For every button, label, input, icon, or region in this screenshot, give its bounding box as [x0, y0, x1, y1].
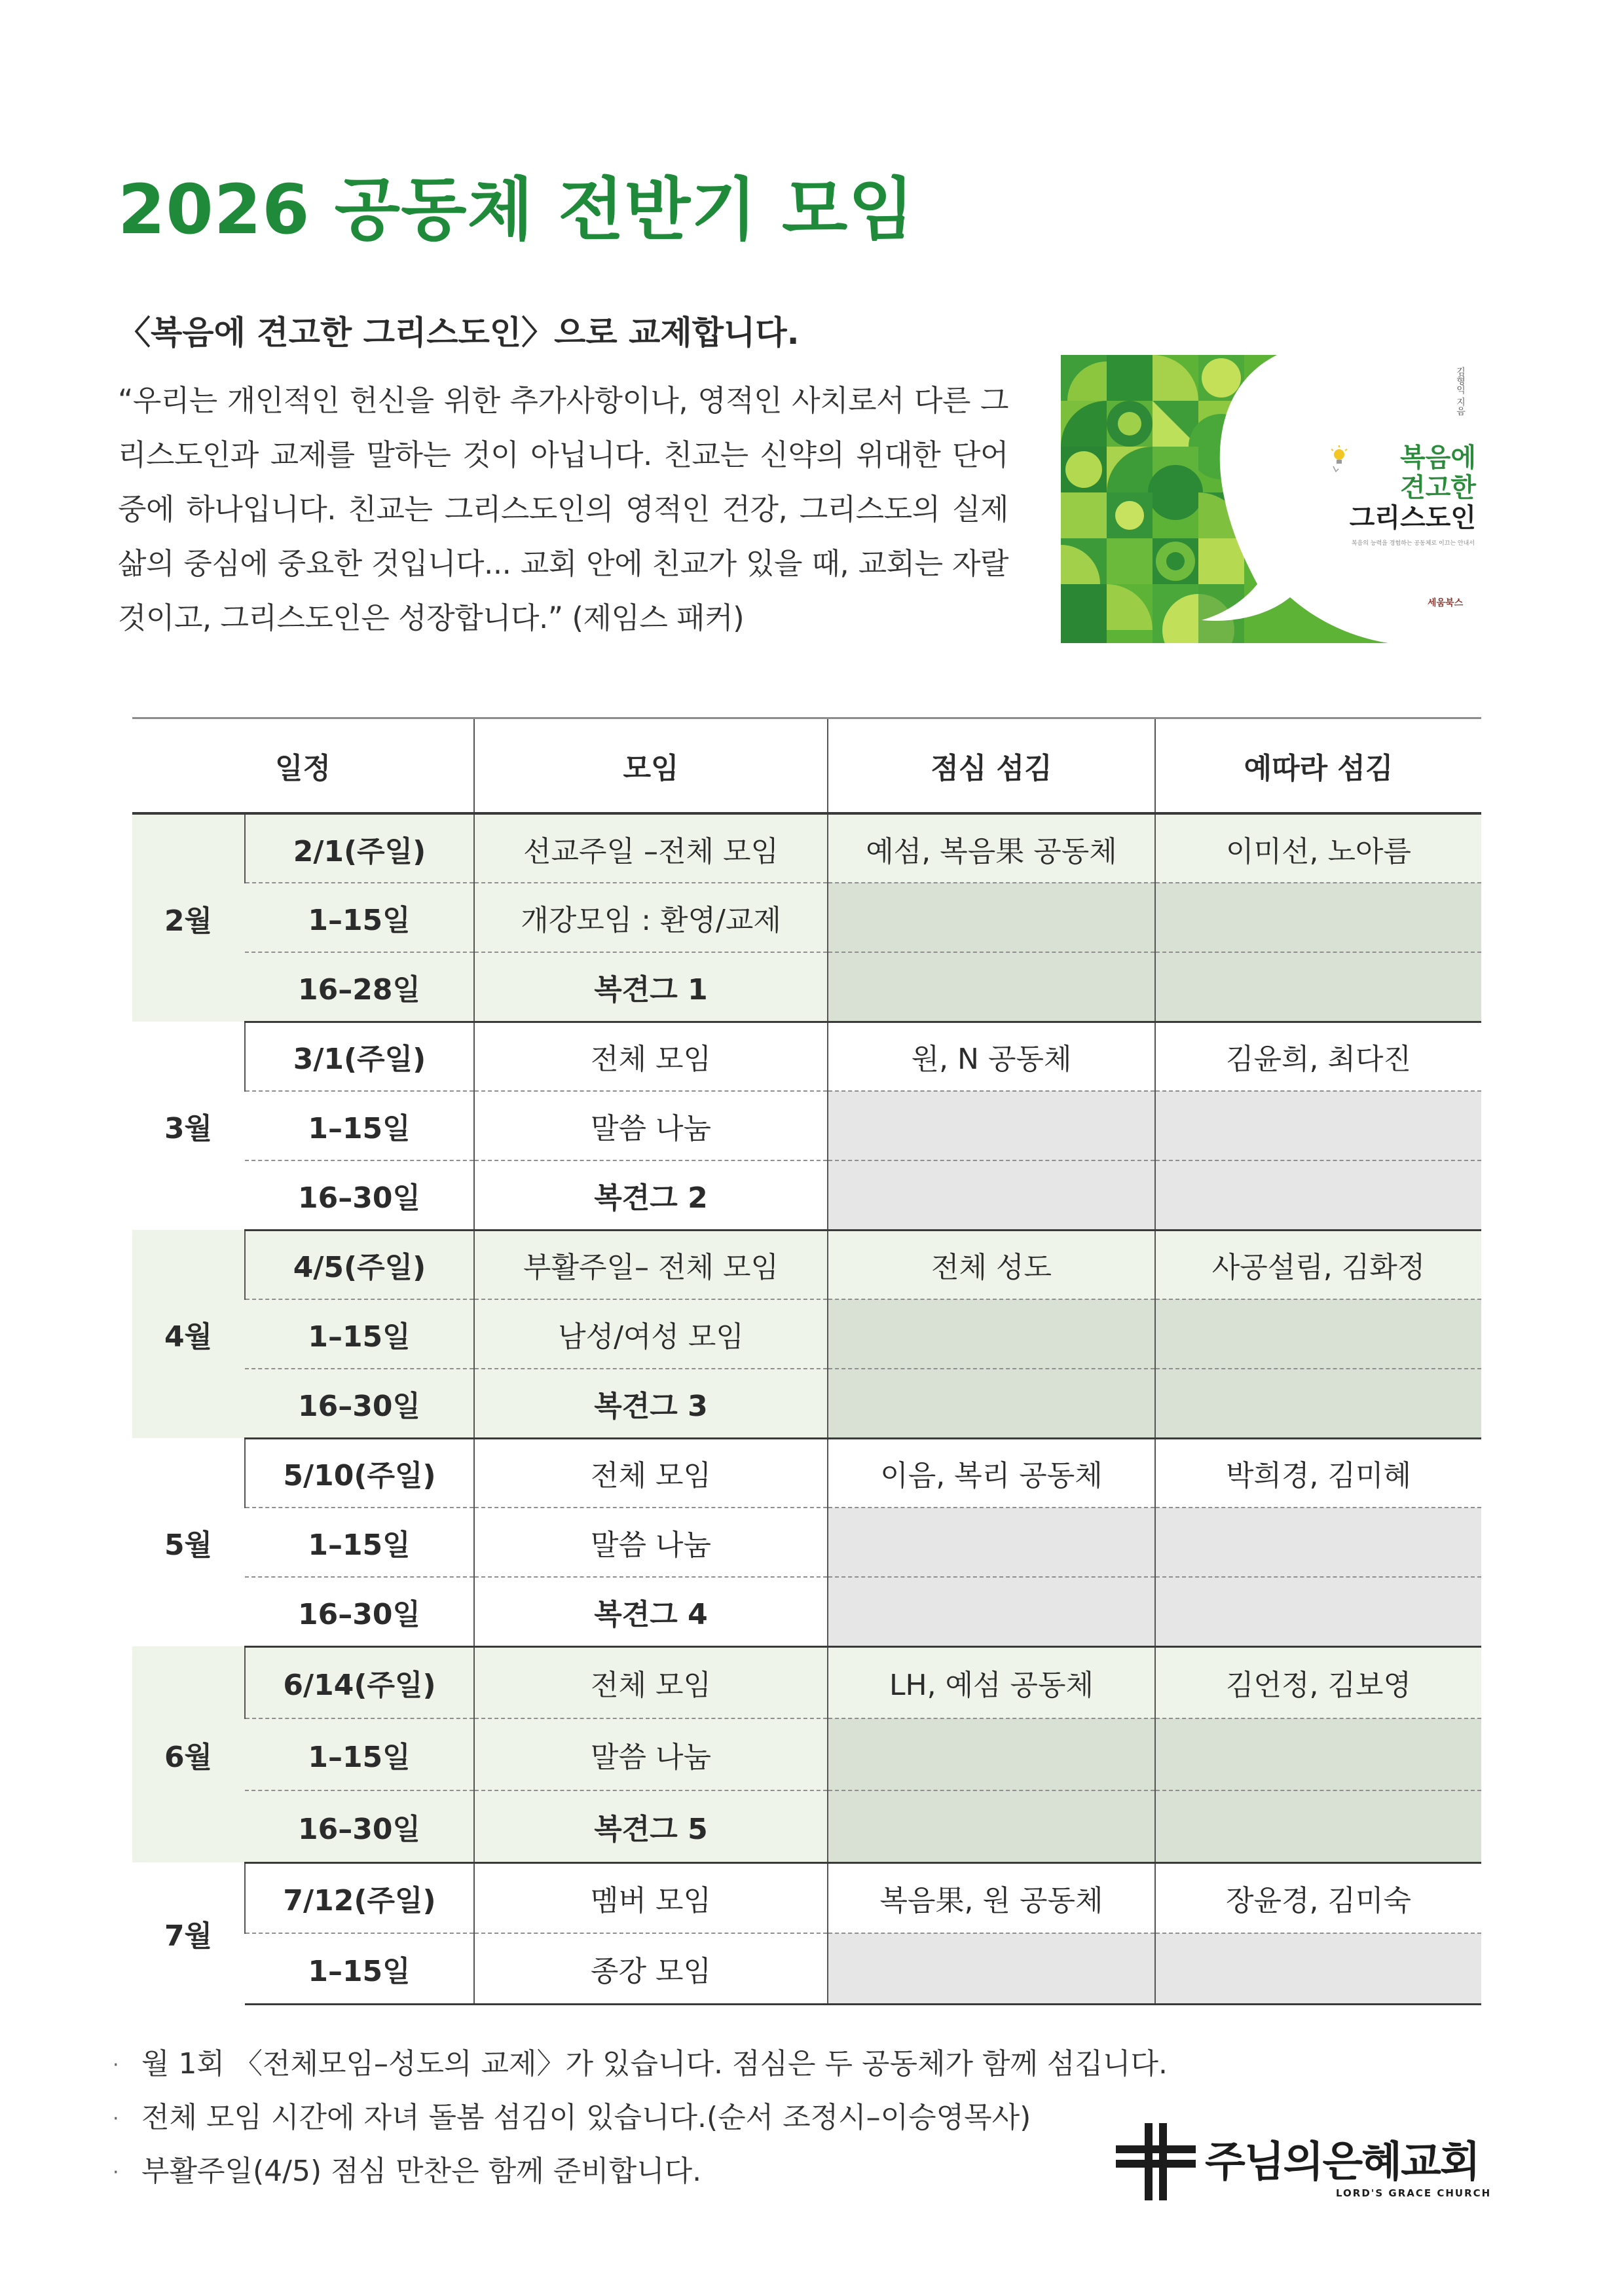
date-cell: 16–30일	[245, 1160, 474, 1230]
meeting-cell: 개강모임 : 환영/교제	[474, 883, 828, 952]
worship-cell: 사공설림, 김화정	[1155, 1230, 1481, 1299]
notes-list	[113, 2038, 1168, 2199]
header-worship: 예따라 섬김	[1155, 718, 1481, 814]
table-row	[132, 1790, 1481, 1862]
lunch-cell: 이음, 복리 공동체	[828, 1438, 1155, 1508]
meeting-cell: 복견그 2	[474, 1160, 828, 1230]
table-row	[132, 1508, 1481, 1577]
schedule-table	[132, 717, 1481, 2005]
month-cell: 5월	[132, 1438, 245, 1646]
bullet-icon: ·	[113, 2161, 119, 2184]
book-tagline: 복음의 능력을 경험하는 공동체로 이끄는 안내서	[1351, 540, 1475, 547]
note-item	[113, 2038, 1168, 2092]
lunch-cell-empty	[828, 1160, 1155, 1230]
meeting-cell: 복견그 3	[474, 1369, 828, 1438]
month-cell: 7월	[132, 1862, 245, 2004]
table-row	[132, 1862, 1481, 1933]
meeting-cell: 말씀 나눔	[474, 1718, 828, 1790]
month-cell: 3월	[132, 1022, 245, 1230]
date-cell: 1–15일	[245, 1091, 474, 1160]
table-row	[132, 1091, 1481, 1160]
note-text: 부활주일(4/5) 점심 만찬은 함께 준비합니다.	[141, 2155, 702, 2188]
table-row	[132, 1230, 1481, 1299]
worship-cell-empty	[1155, 1790, 1481, 1862]
meeting-cell: 말씀 나눔	[474, 1508, 828, 1577]
lunch-cell-empty	[828, 1091, 1155, 1160]
page-title: 2026 공동체 전반기 모임	[118, 170, 915, 250]
date-cell: 1–15일	[245, 1508, 474, 1577]
month-cell: 2월	[132, 813, 245, 1022]
month-cell: 4월	[132, 1230, 245, 1438]
meeting-cell: 전체 모임	[474, 1022, 828, 1091]
worship-cell: 박희경, 김미혜	[1155, 1438, 1481, 1508]
cross-icon	[1113, 2119, 1198, 2204]
table-row	[132, 1160, 1481, 1230]
book-author: 김형익 지음	[1455, 367, 1466, 416]
date-cell: 2/1(주일)	[245, 813, 474, 883]
meeting-cell: 남성/여성 모임	[474, 1299, 828, 1369]
meeting-cell: 멤버 모임	[474, 1862, 828, 1933]
worship-cell-empty	[1155, 1160, 1481, 1230]
note-text: 전체 모임 시간에 자녀 돌봄 섬김이 있습니다.(순서 조정시–이승영목사)	[141, 2101, 1031, 2134]
church-name-english: LORD'S GRACE CHURCH	[1336, 2187, 1492, 2199]
lunch-cell-empty	[828, 1299, 1155, 1369]
lunch-cell-empty	[828, 1577, 1155, 1646]
lunch-cell: 복음果, 원 공동체	[828, 1862, 1155, 1933]
lunch-cell-empty	[828, 1718, 1155, 1790]
worship-cell-empty	[1155, 1091, 1481, 1160]
book-title-line-1: 복음에	[1400, 443, 1476, 473]
worship-cell-empty	[1155, 1508, 1481, 1577]
meeting-cell: 부활주일– 전체 모임	[474, 1230, 828, 1299]
quote-text: “우리는 개인적인 헌신을 위한 추가사항이나, 영적인 사치로서 다른 그리스도인과 교제를 말하는 것이 아닙니다. 친교는 신약의 위대한 단어 중에 하나입니다. 친교는 그리스도인의 영적인 건강, 그리스도의 실제 삶의 중심에 중요한 것입니다... 교회 안에 친교가 있을 때, 교회는 자랄 것이고, 그리스도인은 성장합니다.” (제임스 패커)	[118, 383, 1008, 635]
lunch-cell: 예섬, 복음果 공동체	[828, 813, 1155, 883]
meeting-cell: 복견그 4	[474, 1577, 828, 1646]
worship-cell-empty	[1155, 1299, 1481, 1369]
worship-cell-empty	[1155, 1369, 1481, 1438]
bullet-icon: ·	[113, 2054, 119, 2077]
worship-cell-empty	[1155, 952, 1481, 1022]
book-publisher: 세움북스	[1428, 598, 1464, 608]
month-cell: 6월	[132, 1646, 245, 1862]
lunch-cell-empty	[828, 883, 1155, 952]
date-cell: 4/5(주일)	[245, 1230, 474, 1299]
table-row	[132, 1022, 1481, 1091]
note-item	[113, 2092, 1168, 2145]
meeting-cell: 복견그 1	[474, 952, 828, 1022]
table-row	[132, 1577, 1481, 1646]
header-lunch: 점심 섬김	[828, 718, 1155, 814]
meeting-cell: 복견그 5	[474, 1790, 828, 1862]
worship-cell-empty	[1155, 1577, 1481, 1646]
table-row	[132, 813, 1481, 883]
date-cell: 7/12(주일)	[245, 1862, 474, 1933]
worship-cell-empty	[1155, 1718, 1481, 1790]
date-cell: 1–15일	[245, 1299, 474, 1369]
meeting-cell: 선교주일 –전체 모임	[474, 813, 828, 883]
table-header-row	[132, 718, 1481, 814]
table-row	[132, 1299, 1481, 1369]
page-subtitle: 〈복음에 견고한 그리스도인〉으로 교제합니다.	[118, 314, 800, 352]
table-row	[132, 1718, 1481, 1790]
meeting-cell: 전체 모임	[474, 1646, 828, 1718]
lunch-cell-empty	[828, 1369, 1155, 1438]
date-cell: 16–28일	[245, 952, 474, 1022]
table-row	[132, 1369, 1481, 1438]
date-cell: 3/1(주일)	[245, 1022, 474, 1091]
date-cell: 16–30일	[245, 1577, 474, 1646]
header-schedule: 일정	[132, 718, 474, 814]
table-row	[132, 1438, 1481, 1508]
date-cell: 16–30일	[245, 1790, 474, 1862]
date-cell: 5/10(주일)	[245, 1438, 474, 1508]
lunch-cell: LH, 예섬 공동체	[828, 1646, 1155, 1718]
meeting-cell: 말씀 나눔	[474, 1091, 828, 1160]
date-cell: 1–15일	[245, 883, 474, 952]
book-title-line-2: 견고한	[1400, 473, 1476, 503]
table-row	[132, 1646, 1481, 1718]
book-title	[1336, 443, 1476, 533]
worship-cell: 김윤희, 최다진	[1155, 1022, 1481, 1091]
meeting-cell: 종강 모임	[474, 1933, 828, 2004]
table-row	[132, 952, 1481, 1022]
worship-cell: 김언정, 김보영	[1155, 1646, 1481, 1718]
worship-cell: 장윤경, 김미숙	[1155, 1862, 1481, 1933]
date-cell: 1–15일	[245, 1718, 474, 1790]
church-name: 주님의은혜교회	[1205, 2138, 1479, 2187]
worship-cell-empty	[1155, 1933, 1481, 2004]
date-cell: 16–30일	[245, 1369, 474, 1438]
lunch-cell-empty	[828, 1933, 1155, 2004]
worship-cell: 이미선, 노아름	[1155, 813, 1481, 883]
header-meeting: 모임	[474, 718, 828, 814]
lunch-cell-empty	[828, 1790, 1155, 1862]
lunch-cell: 전체 성도	[828, 1230, 1155, 1299]
note-item	[113, 2145, 1168, 2199]
date-cell: 6/14(주일)	[245, 1646, 474, 1718]
note-text: 월 1회 〈전체모임–성도의 교제〉가 있습니다. 점심은 두 공동체가 함께 섬깁니다.	[141, 2047, 1168, 2081]
lunch-cell-empty	[828, 952, 1155, 1022]
lunch-cell-empty	[828, 1508, 1155, 1577]
lunch-cell: 원, N 공동체	[828, 1022, 1155, 1091]
book-title-line-3: 그리스도인	[1349, 503, 1476, 533]
table-row	[132, 883, 1481, 952]
bullet-icon: ·	[113, 2107, 119, 2130]
worship-cell-empty	[1155, 883, 1481, 952]
table-row	[132, 1933, 1481, 2004]
meeting-cell: 전체 모임	[474, 1438, 828, 1508]
date-cell: 1–15일	[245, 1933, 474, 2004]
